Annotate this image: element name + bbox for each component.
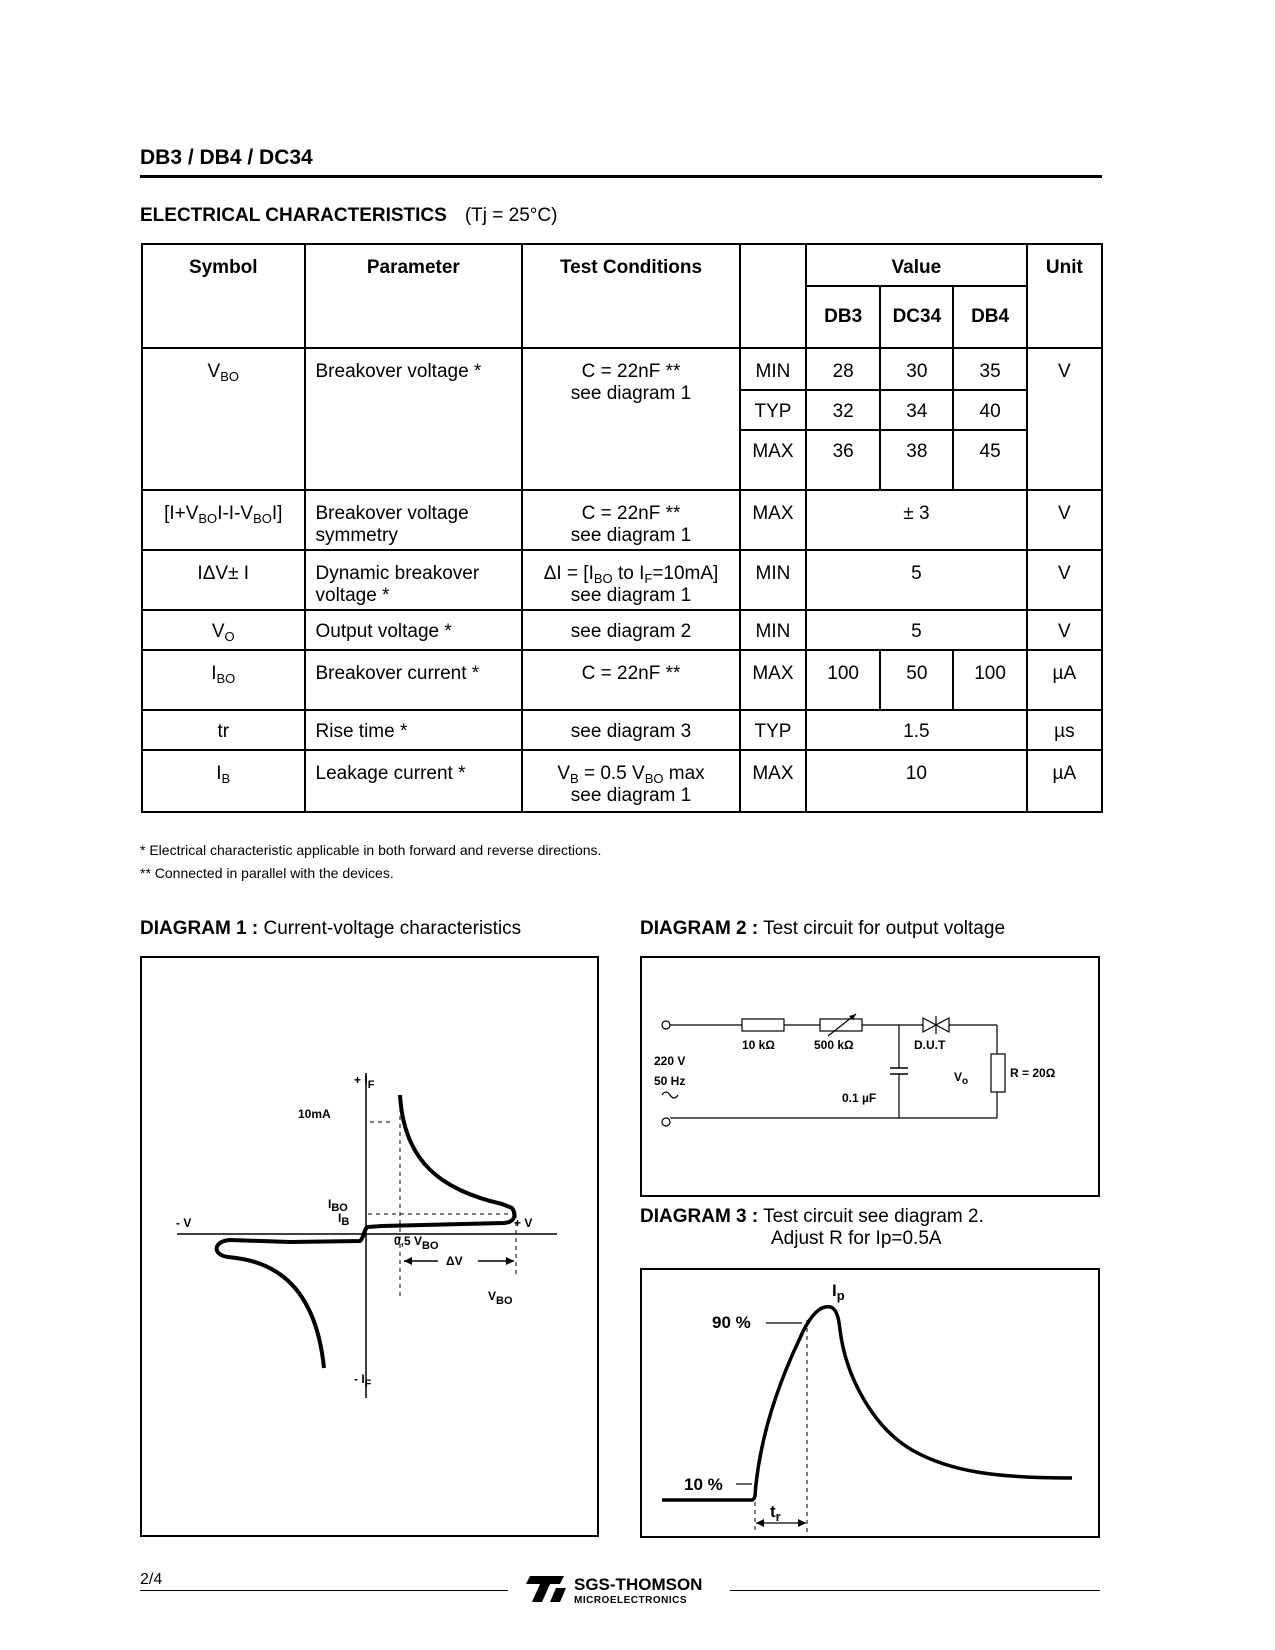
brand-name: SGS-THOMSON — [574, 1575, 703, 1594]
label-minus-if: - IF — [354, 1372, 372, 1390]
cell-conditions-ibo: C = 22nF ** — [522, 650, 740, 710]
cell-value: 50 — [880, 650, 953, 710]
diagram-3-subtitle: Adjust R for Ip=0.5A — [771, 1228, 942, 1249]
cell-conditions-ib: $V_B = 0.5$ $V_{BO}$ max see diagram 1 — [522, 750, 740, 812]
label-10-percent: 10 % — [684, 1475, 723, 1494]
cell-conditions-symmetry: C = 22nF ** see diagram 1 — [522, 490, 740, 550]
sgs-thomson-logo — [520, 1570, 730, 1608]
pulse-curve — [662, 1307, 1072, 1500]
table-row-breakover-current — [142, 650, 1102, 710]
diagram-2-title: DIAGRAM 2 : Test circuit for output voltage — [640, 918, 1006, 939]
cell-value: 30 — [880, 348, 953, 390]
label-capacitor: 0.1 µF — [842, 1091, 877, 1105]
cell-symbol-ibo: $I_{BO}$ — [142, 650, 305, 710]
label-minus-v: - V — [176, 1216, 192, 1230]
label-ibo: IBO — [328, 1197, 348, 1214]
cell-value: 100 — [953, 650, 1026, 710]
cell-kind: MIN — [740, 348, 806, 390]
header-db4: DB4 — [953, 286, 1026, 348]
table-row-vbo-min — [142, 348, 1102, 390]
cell-value: 5 — [806, 610, 1027, 650]
terminal-bottom — [662, 1118, 670, 1126]
diagram-1 — [140, 956, 599, 1537]
test-circuit-schematic — [642, 958, 1098, 1195]
cell-parameter-tr: Rise time * — [305, 710, 523, 750]
label-220v: 220 V — [654, 1054, 686, 1068]
diagram-1-title: DIAGRAM 1 : Current-voltage characteristics — [140, 918, 522, 939]
ac-source-icon — [662, 1092, 678, 1098]
tr-arrow-right — [798, 1519, 806, 1527]
cell-unit: µA — [1027, 750, 1102, 812]
cell-unit: V — [1027, 550, 1102, 610]
cell-parameter-symmetry: Breakover voltage symmetry — [305, 490, 523, 550]
resistor-500k — [820, 1019, 862, 1031]
cell-value: ± 3 — [806, 490, 1027, 550]
cell-kind: MIN — [740, 550, 806, 610]
cell-unit: µs — [1027, 710, 1102, 750]
cell-symbol-vo: $V_O$ — [142, 610, 305, 650]
footer-rule-left — [140, 1590, 508, 1591]
header-unit: Unit — [1027, 244, 1102, 348]
label-load: R = 20Ω — [1010, 1066, 1056, 1080]
section-heading-text: ELECTRICAL CHARACTERISTICS — [140, 205, 447, 226]
header-blank — [740, 244, 806, 348]
cell-kind: MAX — [740, 750, 806, 812]
label-50hz: 50 Hz — [654, 1074, 686, 1088]
label-ib: IB — [338, 1211, 350, 1228]
cell-value: 1.5 — [806, 710, 1027, 750]
diagram-3-title: DIAGRAM 3 : Test circuit see diagram 2. — [640, 1206, 984, 1227]
cell-symbol-symmetry: $[I+V_{BO}I-I-V_{BO}I]$ — [142, 490, 305, 550]
label-vo: $V_o$ — [954, 1070, 969, 1087]
temperature-condition: (Tj = 25°C) — [464, 205, 558, 226]
cell-kind: TYP — [740, 710, 806, 750]
table-row-symmetry — [142, 490, 1102, 550]
iv-characteristic-plot — [142, 958, 597, 1535]
cell-unit: V — [1027, 348, 1102, 490]
brand-subtitle: MICROELECTRONICS — [574, 1595, 687, 1606]
label-ip: $I_p$ — [832, 1281, 845, 1303]
load-resistor — [991, 1054, 1005, 1092]
diagram-3 — [640, 1268, 1100, 1538]
table-row-output-voltage — [142, 610, 1102, 650]
title-rule — [140, 175, 1102, 178]
cell-unit: µA — [1027, 650, 1102, 710]
header-row — [142, 244, 1102, 286]
st-logo-icon — [520, 1570, 730, 1608]
cell-parameter-vo: Output voltage * — [305, 610, 523, 650]
header-test-conditions: Test Conditions — [522, 244, 740, 348]
table-row-leakage — [142, 750, 1102, 812]
cell-value: 34 — [880, 390, 953, 430]
cell-symbol-ib: $I_B$ — [142, 750, 305, 812]
footer-rule-right — [730, 1590, 1100, 1591]
delta-v-arrow-right — [506, 1257, 514, 1265]
cell-value: 36 — [806, 430, 880, 490]
cell-value: 10 — [806, 750, 1027, 812]
cell-conditions-dynamic: $\Delta I = [I_{BO}$ to $I_F=10mA$] see diagram 1 — [522, 550, 740, 610]
cell-parameter-dynamic: Dynamic breakover voltage * — [305, 550, 523, 610]
label-delta-v: ΔV — [446, 1254, 463, 1268]
cell-symbol-tr: tr — [142, 710, 305, 750]
resistor-10k — [742, 1019, 784, 1031]
cell-value: 45 — [953, 430, 1026, 490]
header-value: Value — [806, 244, 1027, 286]
label-10ma: 10mA — [298, 1107, 331, 1121]
label-90-percent: 90 % — [712, 1313, 751, 1332]
header-dc34: DC34 — [880, 286, 953, 348]
cell-parameter-ibo: Breakover current * — [305, 650, 523, 710]
cell-value: 5 — [806, 550, 1027, 610]
cell-value: 100 — [806, 650, 880, 710]
pulse-waveform-plot — [642, 1270, 1098, 1536]
page-number: 2/4 — [140, 1571, 163, 1588]
electrical-characteristics-table — [141, 243, 1103, 813]
terminal-top — [662, 1021, 670, 1029]
cell-parameter-ib: Leakage current * — [305, 750, 523, 812]
cell-kind: MIN — [740, 610, 806, 650]
diac-reverse — [936, 1018, 949, 1032]
label-plus-v: + V — [514, 1216, 533, 1230]
header-symbol: Symbol — [142, 244, 305, 348]
st-logo-mark-2 — [550, 1588, 566, 1602]
cell-value: 35 — [953, 348, 1026, 390]
table-row-rise-time — [142, 710, 1102, 750]
cell-conditions-tr: see diagram 3 — [522, 710, 740, 750]
cell-value: 40 — [953, 390, 1026, 430]
section-heading — [140, 205, 557, 227]
header-db3: DB3 — [806, 286, 880, 348]
footnote-1: * Electrical characteristic applicable in both forward and reverse directions. — [140, 842, 602, 858]
diac-forward — [923, 1018, 936, 1032]
cell-conditions-vo: see diagram 2 — [522, 610, 740, 650]
label-r2: 500 kΩ — [814, 1038, 854, 1052]
label-dut: D.U.T — [914, 1038, 946, 1052]
cell-kind: MAX — [740, 430, 806, 490]
label-vbo: VBO — [488, 1289, 513, 1307]
cell-value: 28 — [806, 348, 880, 390]
cell-symbol-dynamic: IΔV± I — [142, 550, 305, 610]
cell-symbol-vbo: $V_{BO}$ — [142, 348, 305, 490]
cell-unit: V — [1027, 610, 1102, 650]
label-tr: $t_r$ — [770, 1502, 781, 1524]
document-title: DB3 / DB4 / DC34 — [140, 146, 313, 169]
cell-value: 38 — [880, 430, 953, 490]
table-row-dynamic — [142, 550, 1102, 610]
diagram-2 — [640, 956, 1100, 1197]
cell-value: 32 — [806, 390, 880, 430]
header-parameter: Parameter — [305, 244, 523, 348]
cell-conditions-vbo: C = 22nF ** see diagram 1 — [522, 348, 740, 490]
label-half-vbo: 0,5 VBO — [394, 1234, 439, 1252]
delta-v-arrow-left — [404, 1257, 412, 1265]
cell-kind: TYP — [740, 390, 806, 430]
label-plus-if: + IF — [354, 1073, 375, 1091]
cell-unit: V — [1027, 490, 1102, 550]
cell-kind: MAX — [740, 490, 806, 550]
cell-kind: MAX — [740, 650, 806, 710]
footnote-2: ** Connected in parallel with the devices. — [140, 865, 394, 881]
tr-arrow-left — [756, 1519, 764, 1527]
cell-parameter-vbo: Breakover voltage * — [305, 348, 523, 490]
label-r1: 10 kΩ — [742, 1038, 775, 1052]
